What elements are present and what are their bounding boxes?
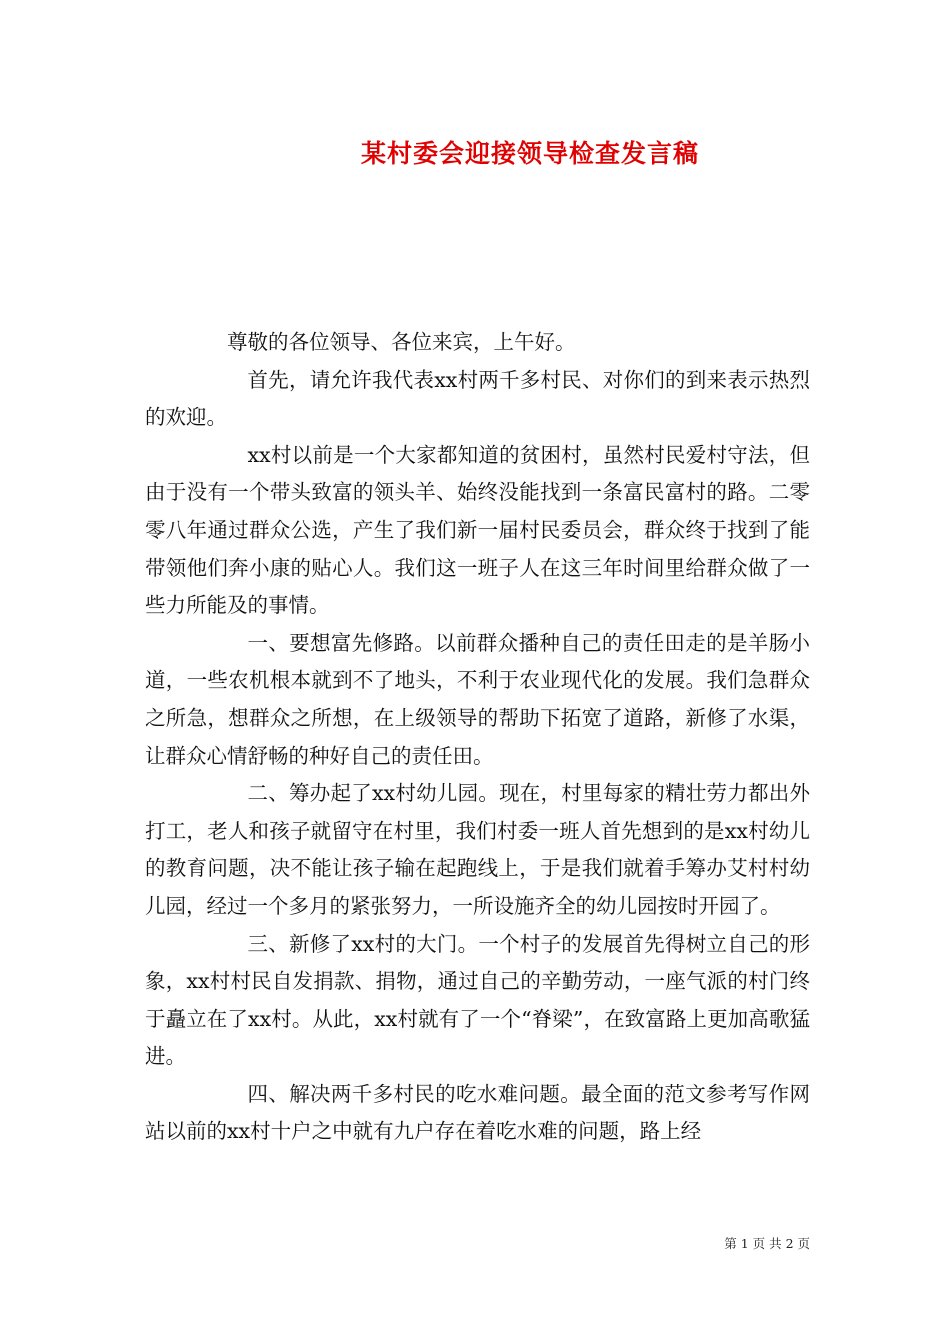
document-body bbox=[145, 324, 810, 1151]
document-title: 某村委会迎接领导检查发言稿 bbox=[360, 139, 699, 168]
background-paragraph: xx村以前是一个大家都知道的贫困村，虽然村民爱村守法，但由于没有一个带头致富的领头羊、始终没能找到一条富民富村的路。二零零八年通过群众公选，产生了我们新一届村民委员会，群众终于找到了能带领他们奔小康的贴心人。我们这一班子人在这三年时间里给群众做了一些力所能及的事情。 bbox=[145, 442, 810, 618]
welcome-paragraph: 首先，请允许我代表xx村两千多村民、对你们的到来表示热烈的欢迎。 bbox=[145, 367, 810, 430]
page-indicator: 第 1 页 共 2 页 bbox=[724, 1236, 810, 1251]
point-two-paragraph: 二、筹办起了xx村幼儿园。现在，村里每家的精壮劳力都出外打工，老人和孩子就留守在村里，我们村委一班人首先想到的是xx村幼儿的教育问题，决不能让孩子输在起跑线上，于是我们就着手筹办艾村村幼儿园，经过一个多月的紧张努力，一所设施齐全的幼儿园按时开园了。 bbox=[145, 781, 810, 918]
point-four-paragraph: 四、解决两千多村民的吃水难问题。最全面的范文参考写作网站以前的xx村十户之中就有九户存在着吃水难的问题，路上经 bbox=[145, 1081, 810, 1144]
greeting-paragraph: 尊敬的各位领导、各位来宾，上午好。 bbox=[227, 330, 576, 354]
point-three-paragraph: 三、新修了xx村的大门。一个村子的发展首先得树立自己的形象，xx村村民自发捐款、捐物，通过自己的辛勤劳动，一座气派的村门终于矗立在了xx村。从此，xx村就有了一个“脊梁”，在致富路上更加高歌猛进。 bbox=[145, 931, 810, 1069]
point-one-paragraph: 一、要想富先修路。以前群众播种自己的责任田走的是羊肠小道，一些农机根本就到不了地头，不利于农业现代化的发展。我们急群众之所急，想群众之所想，在上级领导的帮助下拓宽了道路，新修了水渠，让群众心情舒畅的种好自己的责任田。 bbox=[145, 630, 810, 768]
